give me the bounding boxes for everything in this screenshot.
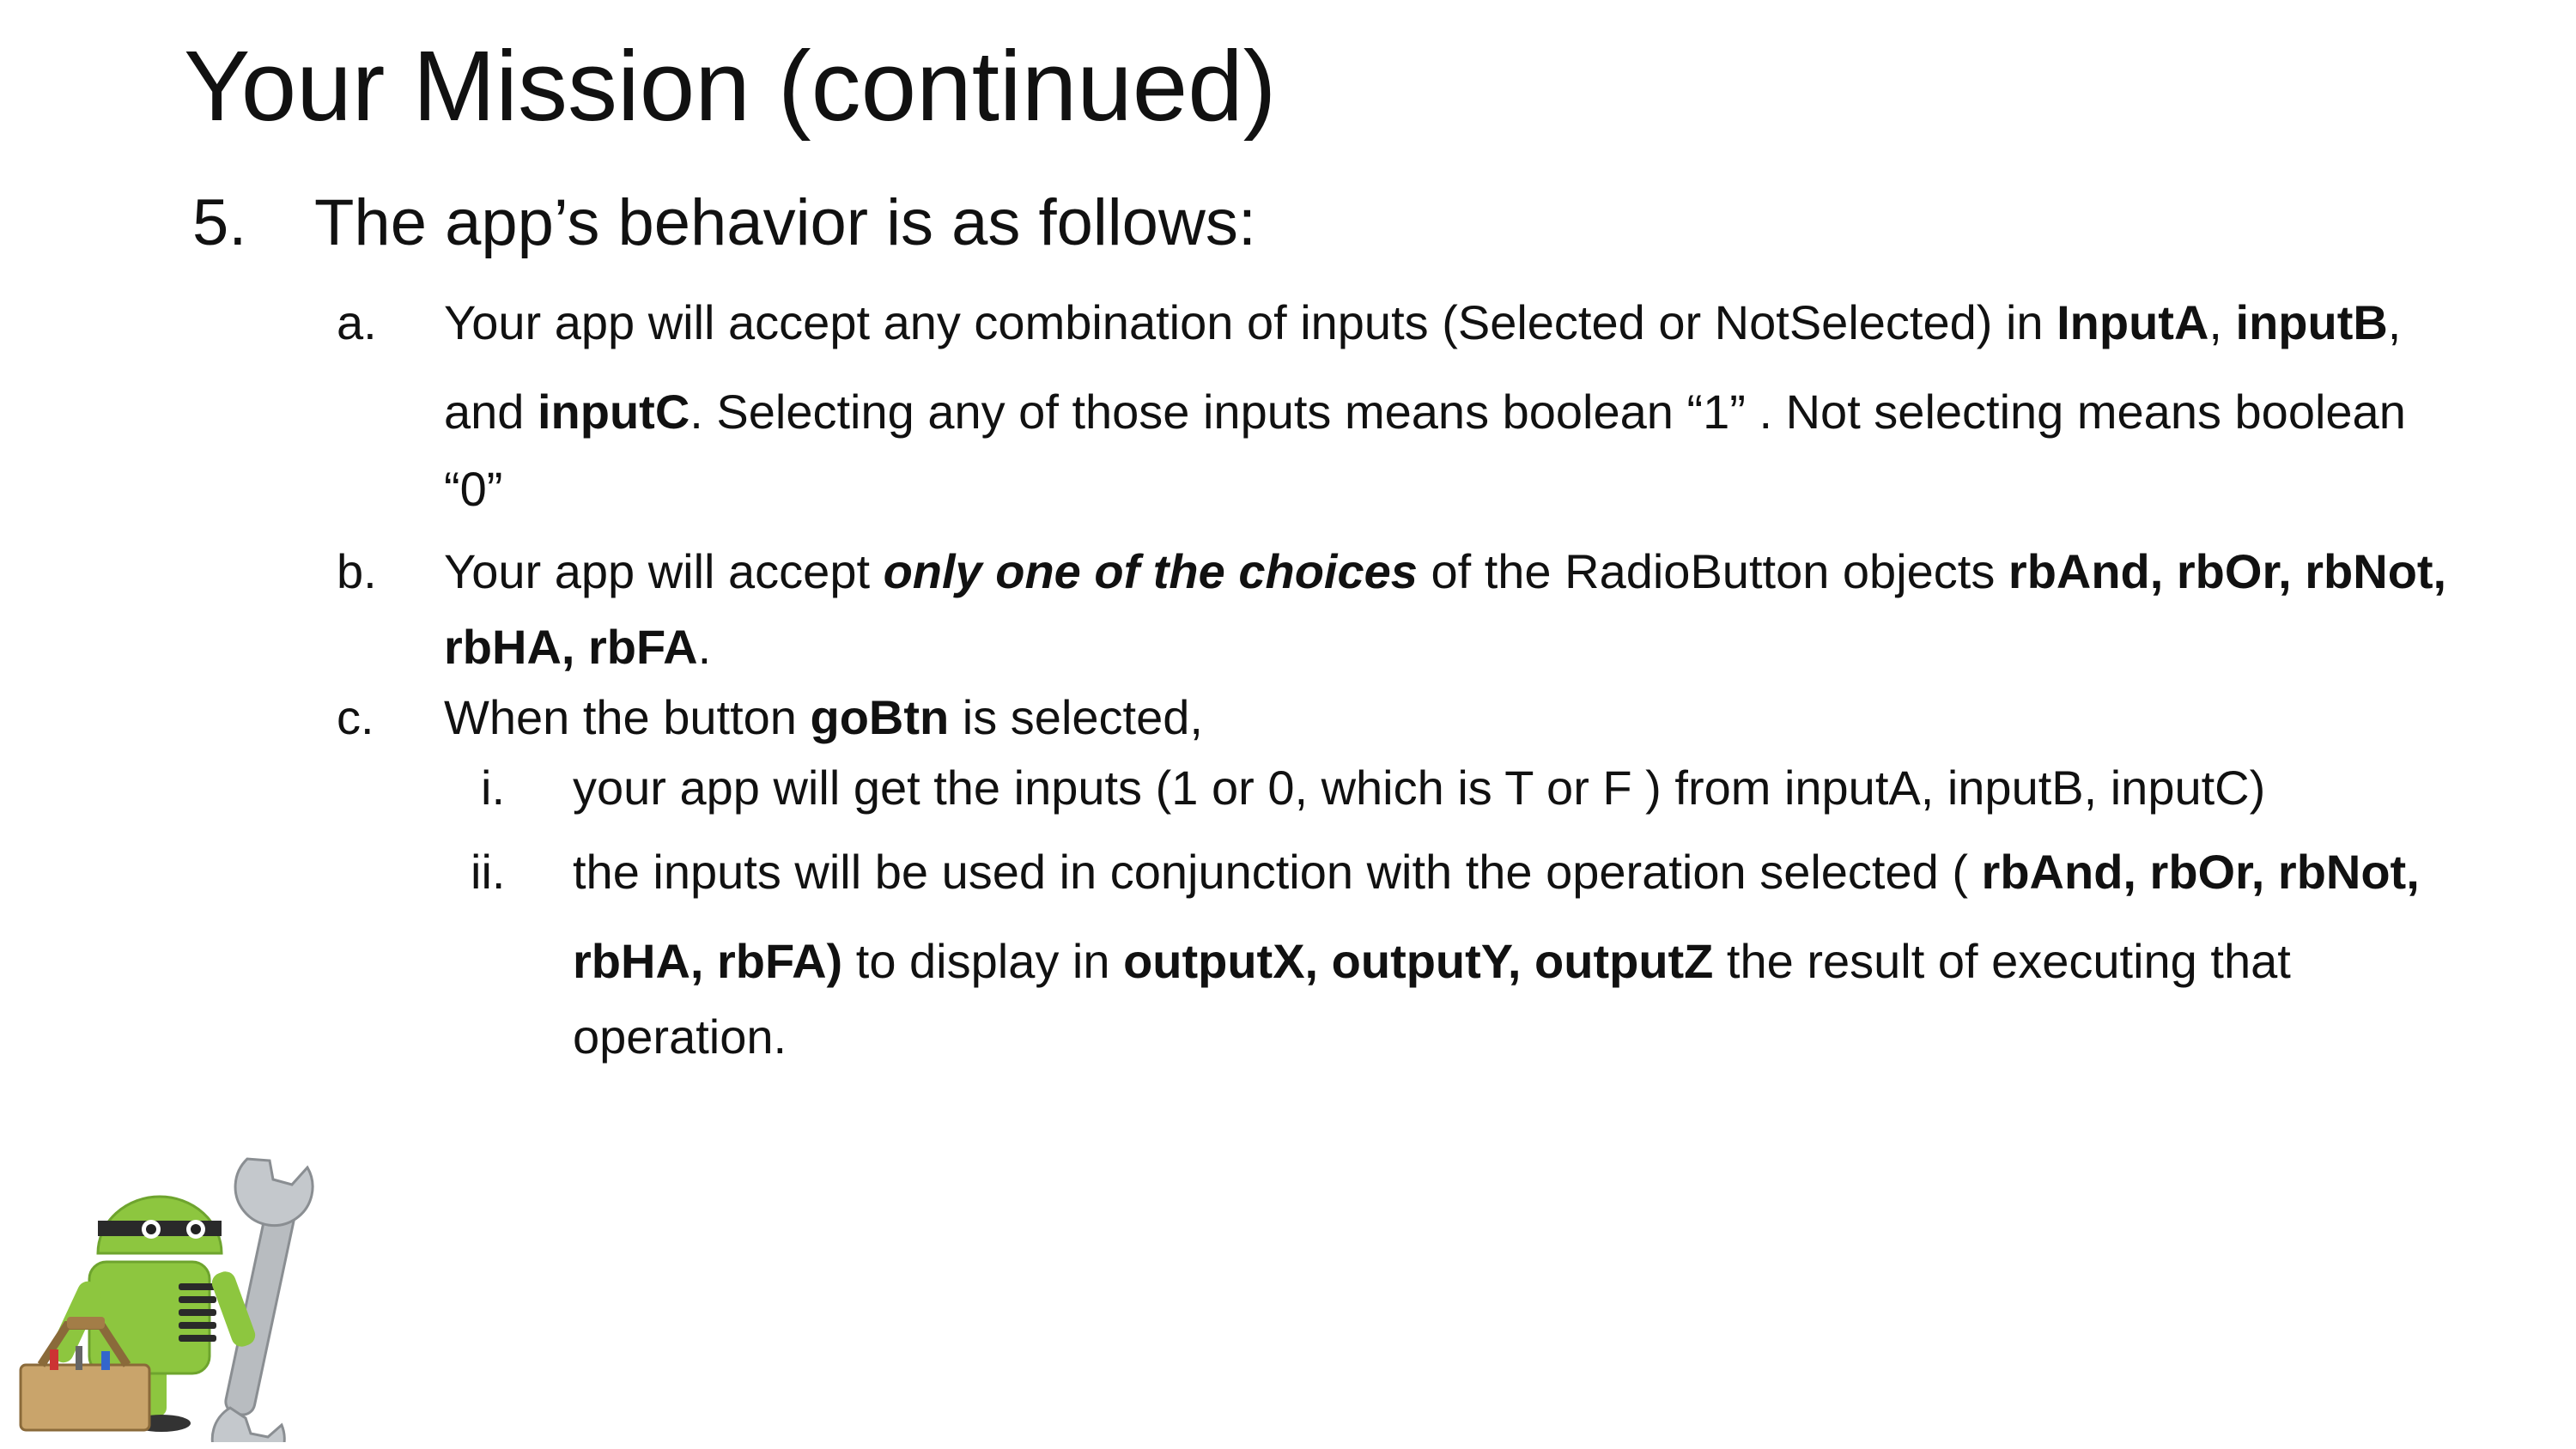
list-item-text: The app’s behavior is as follows: bbox=[314, 186, 1256, 259]
sub-item-a-line-1 bbox=[444, 297, 2401, 349]
bold-span: outputX, outputY, outputZ bbox=[1123, 934, 1714, 988]
sub-sub-item-ii-line-3: operation. bbox=[573, 1009, 787, 1064]
bold-span: rbHA, rbFA) bbox=[573, 934, 843, 988]
sub-label-c: c. bbox=[337, 690, 374, 744]
text-span: , bbox=[2208, 295, 2236, 349]
bold-span: rbAnd, rbOr, rbNot, bbox=[2008, 544, 2447, 598]
text-span: Your app will accept bbox=[444, 544, 884, 598]
text-span: . bbox=[697, 620, 712, 674]
bold-span: rbAnd, rbOr, rbNot, bbox=[1981, 845, 2420, 899]
text-span: and bbox=[444, 385, 538, 439]
bold-span: InputA bbox=[2057, 295, 2209, 349]
bold-span: inputB bbox=[2235, 295, 2388, 349]
text-span: is selected, bbox=[949, 690, 1203, 744]
bold-span: goBtn bbox=[810, 690, 950, 744]
sub-label-a: a. bbox=[337, 295, 377, 349]
bold-span: inputC bbox=[538, 385, 690, 439]
sub-sub-item-ii-line-1 bbox=[573, 846, 2420, 898]
text-span: the result of executing that bbox=[1713, 934, 2291, 988]
text-span: of the RadioButton objects bbox=[1417, 544, 2008, 598]
text-span: the inputs will be used in conjunction with the operation selected ( bbox=[573, 845, 1982, 899]
sub-item-a-line-2 bbox=[444, 386, 2406, 438]
text-span: When the button bbox=[444, 690, 811, 744]
bold-italic-span: only one of the choices bbox=[883, 544, 1418, 598]
sub-item-b-line-1 bbox=[444, 546, 2446, 597]
sub-item-a-line-3 bbox=[444, 464, 502, 515]
sub-item-b-line-2 bbox=[444, 621, 711, 673]
sub-sub-item-ii-line-2 bbox=[573, 936, 2291, 987]
text-span: Your app will accept any combination of inputs (Selected or NotSelected) in bbox=[444, 295, 2057, 349]
bold-span: rbHA, rbFA bbox=[444, 620, 698, 674]
slide-title: Your Mission (continued) bbox=[184, 30, 1277, 142]
android-mechanic-icon bbox=[15, 1150, 342, 1442]
text-span: to display in bbox=[842, 934, 1124, 988]
list-number: 5. bbox=[192, 186, 247, 259]
text-span: . Selecting any of those inputs means boolean “1” . Not selecting means boolean bbox=[690, 385, 2406, 439]
text-span: , bbox=[2387, 295, 2402, 349]
text-span: “0” bbox=[444, 462, 503, 516]
sub-label-b: b. bbox=[337, 544, 377, 598]
sub-item-c-line-1 bbox=[444, 692, 1203, 743]
sub-sub-label-ii: ii. bbox=[471, 845, 506, 899]
sub-sub-item-i-line-1: your app will get the inputs (1 or 0, which is T or F ) from inputA, inputB, inputC) bbox=[573, 761, 2266, 815]
sub-sub-label-i: i. bbox=[481, 761, 505, 815]
